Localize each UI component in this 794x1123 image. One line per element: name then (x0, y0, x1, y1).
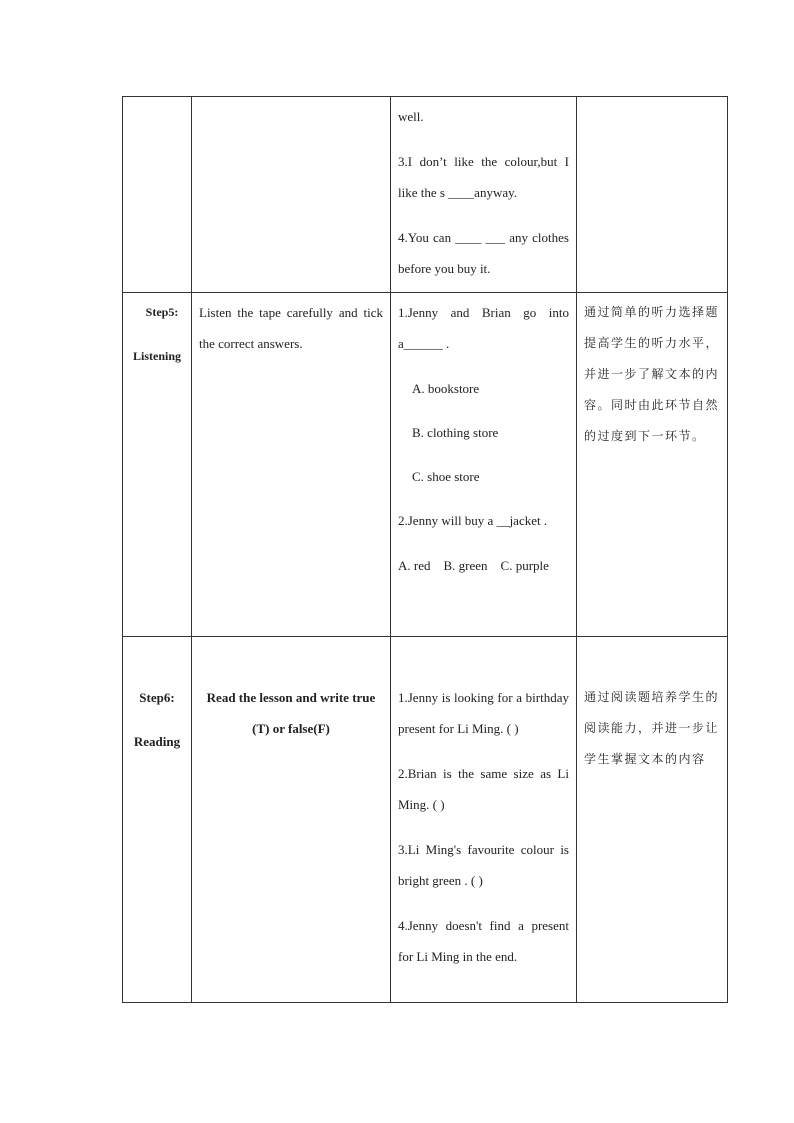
activity-text: Listen the tape carefully and tick the correct answers. (199, 305, 383, 351)
option-b: B. clothing store (412, 425, 499, 440)
step-number: Step6: (139, 690, 175, 705)
step-cell (123, 637, 192, 1003)
purpose-cell (577, 97, 728, 293)
question-3: 3.I don’t like the colour,but I like the s ____anyway. (398, 154, 569, 200)
question-4: 4.Jenny doesn't find a present for Li Ming in the end. (398, 918, 569, 964)
question-tail: well. (398, 109, 424, 124)
activity-text: Read the lesson and write true (T) or false(F) (206, 690, 376, 736)
content-cell (391, 637, 577, 1003)
step-name: Listening (132, 349, 181, 363)
purpose-cell (577, 293, 728, 637)
purpose-text: 通过简单的听力选择题提高学生的听力水平，并进一步了解文本的内容。同时由此环节自然的过度到下一环节。 (584, 305, 720, 443)
table-row-step5 (123, 293, 728, 637)
table-row-step6 (123, 637, 728, 1003)
question-2: 2.Jenny will buy a __jacket . (398, 513, 548, 528)
activity-cell (192, 97, 391, 293)
option-c: C. shoe store (412, 469, 480, 484)
table-row-continued (123, 97, 728, 293)
purpose-cell (577, 637, 728, 1003)
content-cell (391, 97, 577, 293)
purpose-text: 通过阅读题培养学生的阅读能力，并进一步让学生掌握文本的内容 (584, 690, 720, 766)
question-1: 1.Jenny is looking for a birthday present for Li Ming. ( ) (398, 690, 569, 736)
question-2: 2.Brian is the same size as Li Ming. ( ) (398, 766, 569, 812)
step-cell (123, 293, 192, 637)
question-2-options: A. red B. green C. purple (398, 558, 549, 573)
content-cell (391, 293, 577, 637)
step-number: Step5: (145, 305, 179, 319)
activity-cell (192, 293, 391, 637)
activity-cell (192, 637, 391, 1003)
lesson-plan-table (122, 96, 728, 1003)
question-1: 1.Jenny and Brian go into a______ . (398, 305, 569, 351)
question-4: 4.You can ____ ___ any clothes before you buy it. (398, 230, 569, 276)
question-3: 3.Li Ming's favourite colour is bright green . ( ) (398, 842, 569, 888)
step-cell (123, 97, 192, 293)
step-name: Reading (133, 734, 181, 749)
option-a: A. bookstore (412, 381, 480, 396)
